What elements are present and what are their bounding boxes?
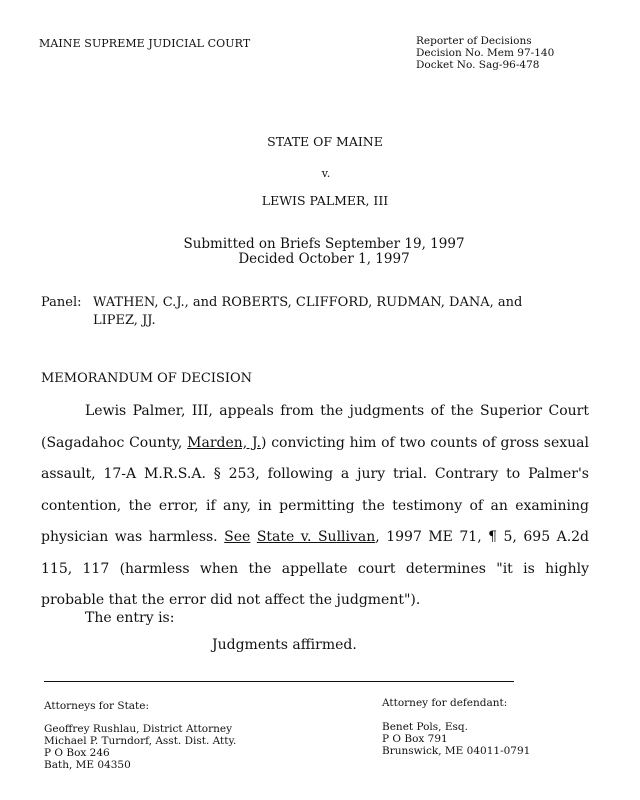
body-text-segment: (Sagadahoc County, (41, 434, 188, 451)
body-line: Lewis Palmer, III, appeals from the judgments of the Superior Court (85, 403, 589, 419)
defendant-attorney-line: P O Box 791 (382, 733, 448, 745)
defendant-attorney-line: Brunswick, ME 04011-0791 (382, 745, 531, 757)
see-signal: See (224, 529, 251, 545)
decision-number: Decision No. Mem 97-140 (416, 47, 555, 59)
decided-date: Decided October 1, 1997 (238, 251, 410, 267)
entry-label: The entry is: (85, 610, 175, 626)
submitted-date: Submitted on Briefs September 19, 1997 (183, 236, 465, 252)
dates-block (4, 237, 640, 267)
court-name: MAINE SUPREME JUDICIAL COURT (39, 37, 251, 50)
state-attorney-line: Geoffrey Rushlau, District Attorney (44, 723, 233, 735)
attorneys-for-state-heading: Attorneys for State: (44, 700, 150, 712)
panel-label: Panel: (41, 295, 82, 310)
body-text-segment: ) convicting him of two counts of gross sexual (260, 434, 589, 451)
attorney-for-defendant-heading: Attorney for defendant: (382, 697, 508, 709)
attorneys-for-state-list (44, 723, 236, 771)
panel-justices-line2: LIPEZ, JJ. (93, 313, 156, 328)
body-line (41, 522, 589, 554)
defendant-attorney-line: Benet Pols, Esq. (382, 721, 468, 733)
disposition: Judgments affirmed. (212, 637, 357, 653)
panel-block (41, 294, 522, 330)
body-text-segment: , 1997 ME 71, ¶ 5, 695 A.2d (375, 529, 590, 545)
reporter-block (416, 35, 554, 71)
versus: v. (321, 167, 331, 180)
body-line: probable that the error did not affect the judgment"). (41, 592, 421, 608)
body-line: assault, 17-A M.R.S.A. § 253, following a jury trial. Contrary to Palmer's (41, 466, 589, 482)
panel-justices-line1: WATHEN, C.J., and ROBERTS, CLIFFORD, RUDMAN, DANA, and (93, 295, 523, 310)
reporter-of-decisions: Reporter of Decisions (416, 35, 532, 47)
state-attorney-line: Bath, ME 04350 (44, 759, 131, 771)
body-line: 115, 117 (harmless when the appellate court determines "it is highly (41, 560, 589, 577)
case-citation-name: State v. Sullivan (256, 529, 376, 545)
body-line: contention, the error, if any, in permitting the testimony of an examining (41, 497, 589, 514)
divider-rule (44, 681, 514, 682)
state-attorney-line: P O Box 246 (44, 747, 110, 759)
party-defendant: LEWIS PALMER, III (261, 193, 389, 208)
body-text-segment: physician was harmless. (41, 529, 225, 545)
party-plaintiff: STATE OF MAINE (267, 134, 383, 149)
decision-body (41, 396, 589, 617)
memorandum-heading: MEMORANDUM OF DECISION (41, 371, 253, 386)
state-attorney-line: Michael P. Turndorf, Asst. Dist. Atty. (44, 735, 237, 747)
attorney-for-defendant-list (382, 721, 530, 757)
body-line (41, 428, 589, 460)
docket-number: Docket No. Sag-96-478 (416, 59, 540, 71)
trial-judge: Marden, J. (187, 434, 261, 451)
